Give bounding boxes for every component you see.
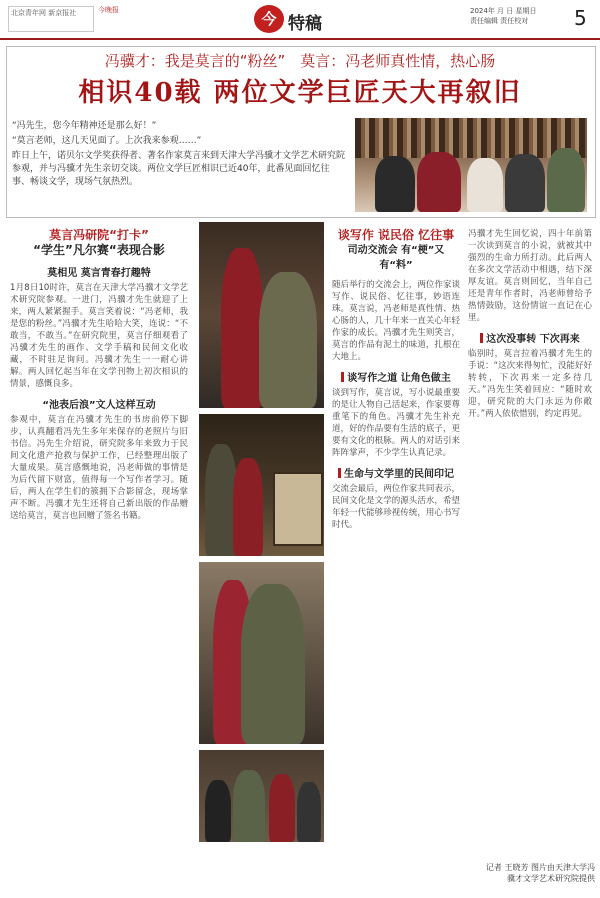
feature-headline: 相识40载 两位文学巨匠天大再叙旧 <box>78 78 522 108</box>
section-subhead: 生命与文学里的民间印记 <box>332 465 460 480</box>
display-case <box>273 472 323 546</box>
person-silhouette <box>233 458 263 556</box>
person-silhouette <box>297 782 321 842</box>
column-c <box>468 228 592 420</box>
photo-selfie <box>199 222 324 408</box>
column-b <box>332 228 460 531</box>
article-paragraph: 谈到写作，莫言说，写小说最重要的是让人物自己活起来，作家要尊重笔下的角色。冯骥才先生补充道，好的作品要有生活的底子，更要有文化的根脉。两人的对话引来阵阵掌声，不少学生认真记录。 <box>332 388 460 458</box>
date-info <box>470 6 570 26</box>
photo-column <box>199 222 324 848</box>
partner-logo-left: 北京青年网 新京报社 <box>8 6 94 32</box>
person-silhouette <box>505 154 545 212</box>
article-paragraph: 随后举行的交流会上，两位作家谈写作、说民俗、忆往事，妙语连珠。莫言说，冯老师是真性情、热心肠的人，几十年来一直关心年轻作家的成长。冯骥才先生则笑言，莫言的作品有泥土的味道，扎根在大地上。 <box>332 280 460 362</box>
photo-exhibit <box>199 414 324 556</box>
lead-paragraph: 昨日上午，诺贝尔文学奖获得者、著名作家莫言来到天津大学冯骥才文学艺术研究院参观，并与冯骥才先生亲切交谈。两位文学巨匠相识已近40年，此番见面回忆往事、畅谈文学，现场气氛热烈。 <box>12 151 346 187</box>
feature-lead <box>12 120 347 191</box>
date-line: 2024年 月 日 星期日 <box>470 7 537 15</box>
subhead-marker <box>341 372 344 382</box>
column-title: 司动交流会 有“梗”又有“料” <box>347 245 445 271</box>
section-subhead: 谈写作之道 让角色做主 <box>332 369 460 384</box>
article-paragraph: 交流会最后，两位作家共同表示，民间文化是文学的源头活水，希望年轻一代能够珍视传统，用心书写时代。 <box>332 484 460 530</box>
section-name: 特稿 <box>288 14 322 34</box>
article-paragraph: 临别时，莫言拉着冯骥才先生的手说：“这次来得匆忙，没能好好转转，下次再来一定多待几天。”冯先生笑着回应：“随时欢迎，研究院的大门永远为你敞开。”两人依依惜别，约定再见。 <box>468 349 592 419</box>
person-silhouette <box>269 774 295 842</box>
column-title: 谈写作 说民俗 忆往事 <box>337 228 455 242</box>
person-silhouette <box>259 272 317 408</box>
person-silhouette <box>547 148 585 212</box>
lead-photo <box>355 118 587 212</box>
subhead-marker <box>480 333 483 343</box>
article-paragraph: 1月8日10时许，莫言在天津大学冯骥才文学艺术研究院参观。一进门，冯骥才先生就迎了上来，两人紧紧握手。莫言笑着说：“冯老师，我是您的粉丝。”冯骥才先生哈哈大笑，连说：“不敢当，不敢当。”在研究院里，莫言仔细观看了冯骥才先生的画作、文学手稿和民间文化收藏，不时驻足询问。冯骥才先生一一耐心讲解。两人回忆起当年在文学刊物上初次相识的情景，感慨良多。 <box>10 283 188 389</box>
lead-paragraph: “莫言老师，这几天见面了。上次我来参观……” <box>12 136 202 146</box>
section-subhead: “池表后浪”文人这样互动 <box>42 400 156 411</box>
column-a <box>10 228 188 522</box>
section-subhead: 这次没事转 下次再来 <box>468 330 592 345</box>
lead-paragraph: “冯先生，您今年精神还是那么好！” <box>12 121 157 131</box>
person-silhouette <box>233 770 265 842</box>
person-silhouette <box>375 156 415 212</box>
article-paragraph: 冯骥才先生回忆说，四十年前第一次读到莫言的小说，就被其中强烈的生命力所打动。此后两人在多次文学活动中相遇，结下深厚友谊。莫言则回忆，当年自己还是青年作者时，冯老师曾给予热情鼓励，这份情谊一直记在心里。 <box>468 229 592 323</box>
page-number: 5 <box>574 6 587 30</box>
person-silhouette <box>417 152 461 212</box>
subhead-marker <box>338 468 341 478</box>
person-silhouette <box>241 584 305 744</box>
person-silhouette <box>221 248 263 408</box>
column-title: 莫言冯研院“打卡” <box>49 228 149 242</box>
person-silhouette <box>205 780 231 842</box>
article-paragraph: 参观中，莫言在冯骥才先生的书房前停下脚步，认真翻看冯先生多年来保存的老照片与旧书信。冯先生介绍说，研究院多年来致力于民间文化遗产抢救与保护工作，已经整理出版了大量成果。莫言感慨地说，冯老师做的事情是为后代留下财富，值得每一个写作者学习。随后，两人在学生们的簇拥下合影留念，现场掌声不断。冯骥才先生还将自己新出版的作品赠送给莫言，莫言也回赠了签名书籍。 <box>10 415 188 521</box>
photo-group <box>199 750 324 842</box>
person-silhouette <box>467 158 503 212</box>
editor-line: 责任编辑 责任校对 <box>470 17 529 25</box>
feature-subtitle: 冯骥才：我是莫言的“粉丝” 莫言：冯老师真性情，热心肠 <box>104 52 496 70</box>
photo-portrait <box>199 562 324 744</box>
partner-logo-right: 今晚报 <box>98 6 119 14</box>
photo-credit: 记者 王晓芳 图片由天津大学冯骥才文学艺术研究院提供 <box>485 863 595 883</box>
section-mark-icon: 今 <box>254 5 284 33</box>
column-title: “学生”凡尔赛“表现合影 <box>33 243 165 257</box>
section-subhead: 莫相见 莫言青春打趣特 <box>47 268 151 279</box>
